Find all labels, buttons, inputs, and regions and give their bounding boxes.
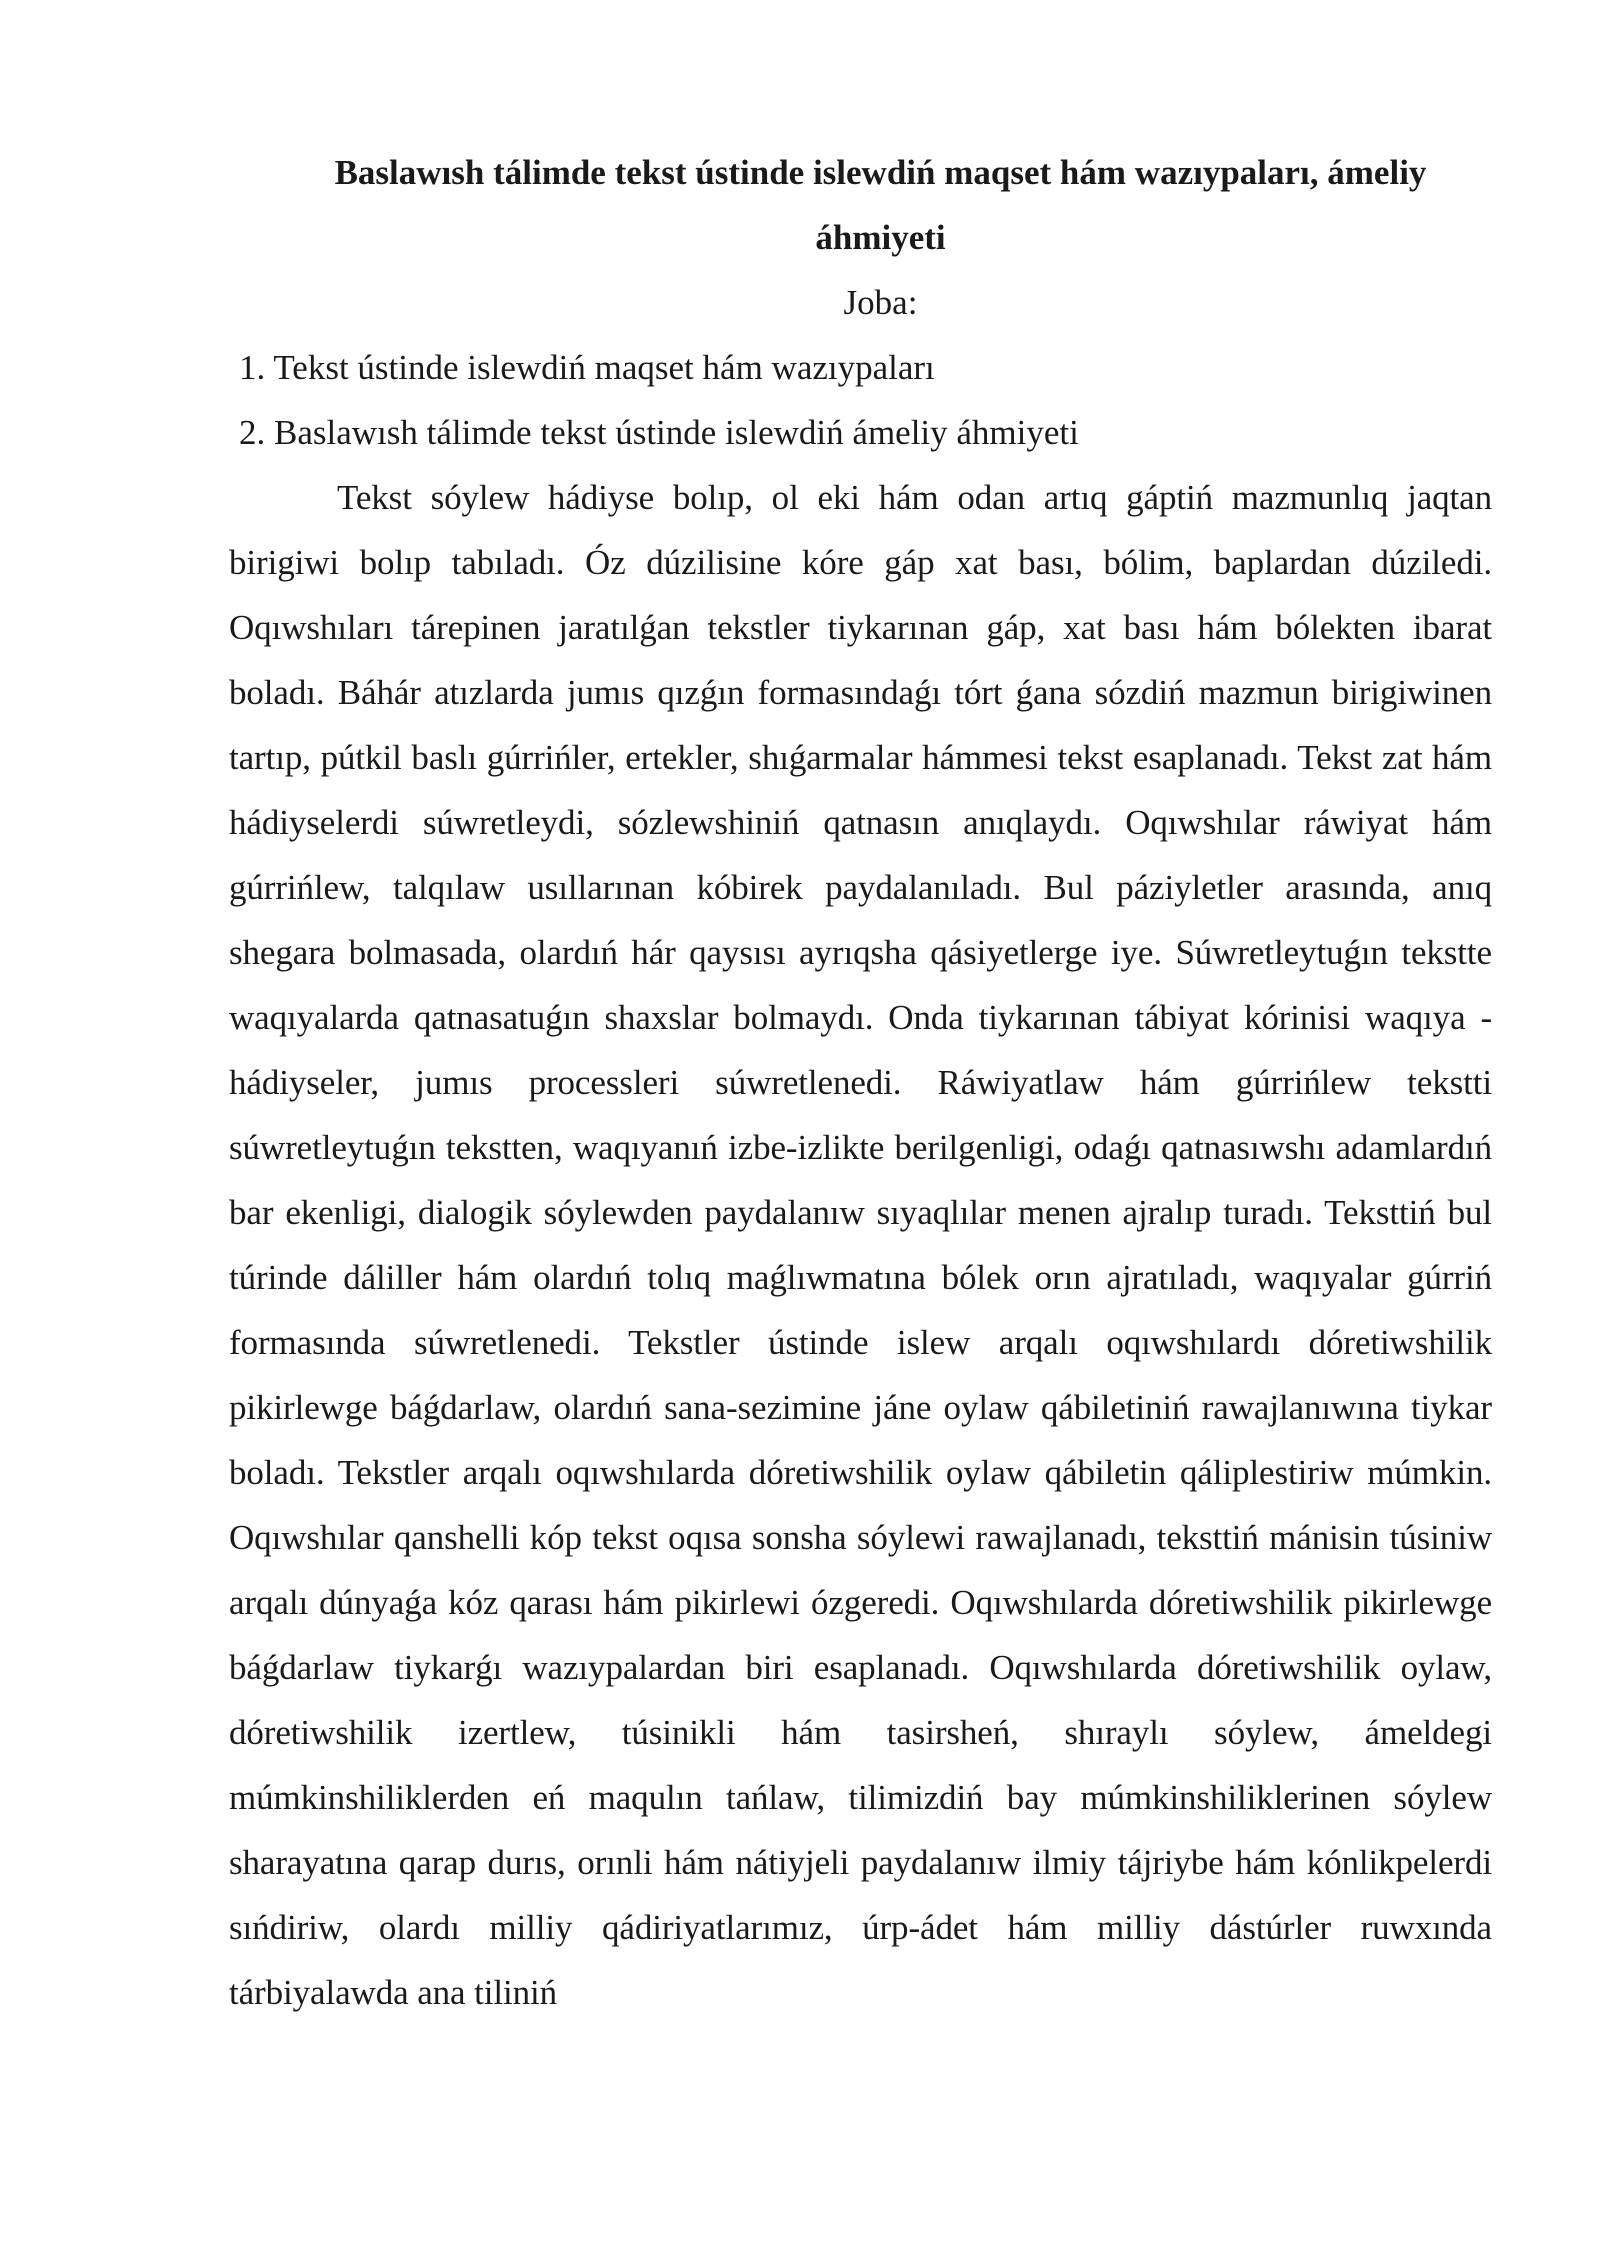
plan-item: 2. Baslawısh tálimde tekst ústinde islewdiń ámeliy áhmiyeti bbox=[239, 413, 1079, 452]
plan-heading: Joba: bbox=[843, 283, 918, 322]
document-page bbox=[229, 140, 1492, 2025]
document-title: Baslawısh tálimde tekst ústinde islewdiń maqset hám wazıypaları, ámeliy áhmiyeti bbox=[334, 153, 1427, 257]
plan-item: 1. Tekst ústinde islewdiń maqset hám wazıypaları bbox=[239, 348, 935, 387]
body-paragraph: Tekst sóylew hádiyse bolıp, ol eki hám odan artıq gáptiń mazmunlıq jaqtan birigiwi bolıp tabıladı. Óz dúzilisine kóre gáp xat bası, bólim, baplardan dúziledi. Oqıwshıları tárepinen jaratılǵan tekstler tiykarınan gáp, xat bası hám bólekten ibarat boladı. Báhár atızlarda jumıs qızǵın formasındaǵı tórt ǵana sózdiń mazmun birigiwinen tartıp, pútkil baslı gúrrińler, ertekler, shıǵarmalar hámmesi tekst esaplanadı. Tekst zat hám hádiyselerdi súwretleydi, sózlewshiniń qatnasın anıqlaydı. Oqıwshılar ráwiyat hám gúrrińlew, talqılaw usıllarınan kóbirek paydalanıladı. Bul páziyletler arasında, anıq shegara bolmasada, olardıń hár qaysısı ayrıqsha qásiyetlerge iye. Súwretleytuǵın tekstte waqıyalarda qatnasatuǵın shaxslar bolmaydı. Onda tiykarınan tábiyat kórinisi waqıya - hádiyseler, jumıs processleri súwretlenedi. Ráwiyatlaw hám gúrrińlew tekstti súwretleytuǵın tekstten, waqıyanıń izbe-izlikte berilgenligi, odaǵı qatnasıwshı adamlardıń bar ekenligi, dialogik sóylewden paydalanıw sıyaqlılar menen ajralıp turadı. Teksttiń bul túrinde dáliller hám olardıń tolıq maǵlıwmatına bólek orın ajratıladı, waqıyalar gúrriń formasında súwretlenedi. Tekstler ústinde islew arqalı oqıwshılardı dóretiwshilik pikirlewge báǵdarlaw, olardıń sana-sezimine jáne oylaw qábiletiniń rawajlanıwına tiykar boladı. Tekstler arqalı oqıwshılarda dóretiwshilik oylaw qábiletin qáliplestiriw múmkin. Oqıwshılar qanshelli kóp tekst oqısa sonsha sóylewi rawajlanadı, teksttiń mánisin túsiniw arqalı dúnyaǵa kóz qarası hám pikirlewi ózgeredi. Oqıwshılarda dóretiwshilik pikirlewge báǵdarlaw tiykarǵı wazıypalardan biri esaplanadı. Oqıwshılarda dóretiwshilik oylaw, dóretiwshilik izertlew, túsinikli hám tasirsheń, shıraylı sóylew, ámeldegi múmkinshiliklerden eń maqulın tańlaw, tilimizdiń bay múmkinshiliklerinen sóylew sharayatına qarap durıs, orınli hám nátiyjeli paydalanıw ilmiy tájriybe hám kónlikpelerdi sıńdiriw, olardı milliy qádiriyatlarımız, úrp-ádet hám milliy dástúrler ruwxında tárbiyalawda ana tiliniń bbox=[229, 478, 1492, 2012]
plan-list bbox=[229, 335, 1492, 465]
